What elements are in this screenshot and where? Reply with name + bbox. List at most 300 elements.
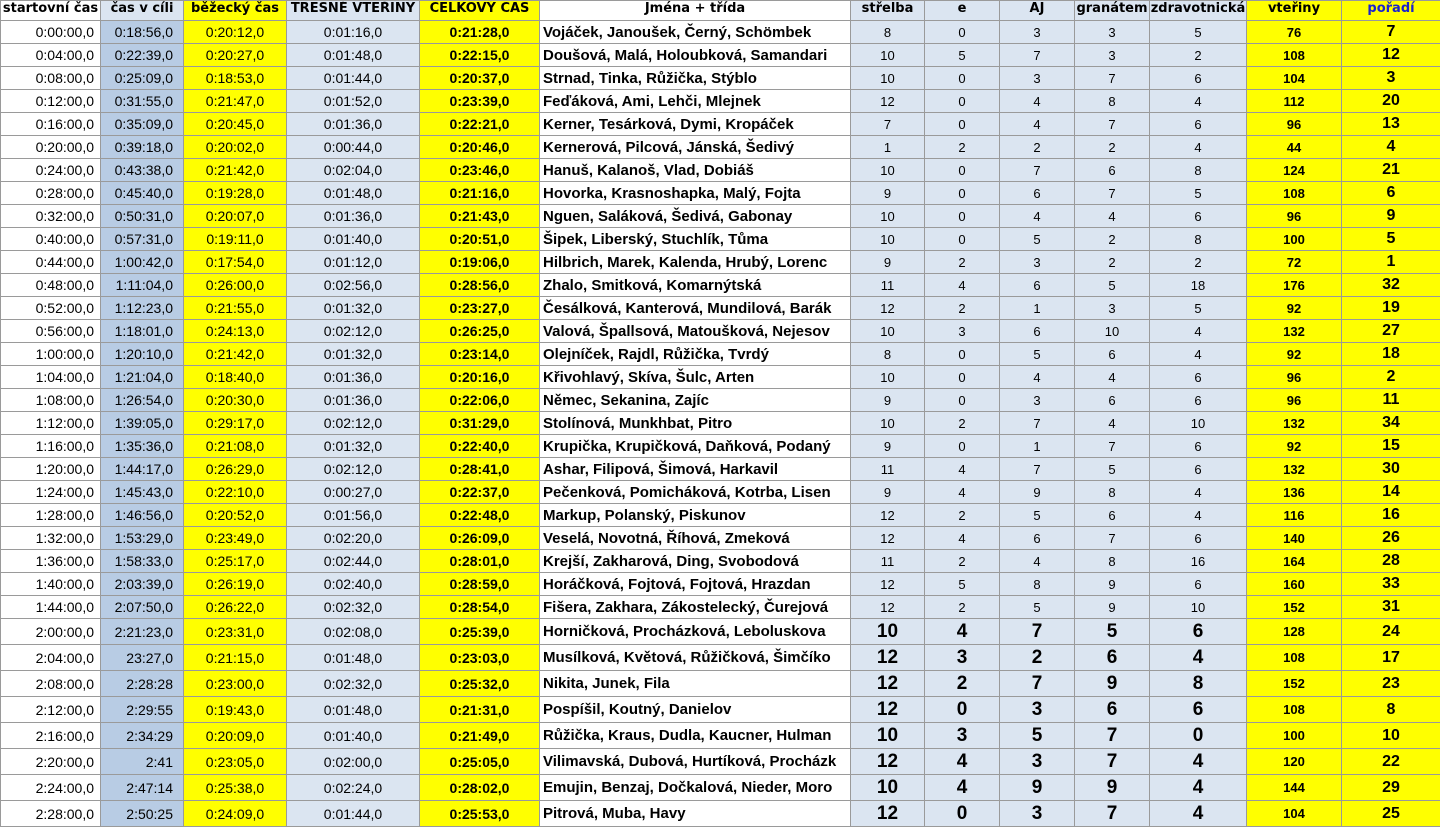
cell-run-time[interactable]: 0:21:08,0 <box>184 435 287 458</box>
cell-penalty-seconds[interactable]: 0:01:32,0 <box>287 435 420 458</box>
cell-run-time[interactable]: 0:29:17,0 <box>184 412 287 435</box>
cell-finish-time[interactable]: 0:35:09,0 <box>101 113 184 136</box>
cell-start-time[interactable]: 0:56:00,0 <box>1 320 101 343</box>
cell-shooting[interactable]: 10 <box>851 412 925 435</box>
cell-rank[interactable]: 10 <box>1342 723 1440 749</box>
cell-grenade[interactable]: 7 <box>1075 67 1150 90</box>
cell-run-time[interactable]: 0:19:28,0 <box>184 182 287 205</box>
cell-shooting[interactable]: 8 <box>851 21 925 44</box>
cell-grenade[interactable]: 4 <box>1075 205 1150 228</box>
cell-aj[interactable]: 9 <box>1000 775 1075 801</box>
cell-penalty-seconds[interactable]: 0:02:32,0 <box>287 671 420 697</box>
cell-seconds[interactable]: 96 <box>1247 389 1342 412</box>
cell-shooting[interactable]: 9 <box>851 251 925 274</box>
cell-run-time[interactable]: 0:25:17,0 <box>184 550 287 573</box>
cell-shooting[interactable]: 9 <box>851 389 925 412</box>
cell-first-aid[interactable]: 6 <box>1150 389 1247 412</box>
cell-rank[interactable]: 15 <box>1342 435 1440 458</box>
cell-first-aid[interactable]: 8 <box>1150 671 1247 697</box>
cell-run-time[interactable]: 0:20:09,0 <box>184 723 287 749</box>
cell-penalty-seconds[interactable]: 0:02:32,0 <box>287 596 420 619</box>
cell-e[interactable]: 2 <box>925 671 1000 697</box>
cell-e[interactable]: 0 <box>925 801 1000 827</box>
cell-team-names[interactable]: Emujin, Benzaj, Dočkalová, Nieder, Moro <box>540 775 851 801</box>
cell-first-aid[interactable]: 5 <box>1150 182 1247 205</box>
cell-total-time[interactable]: 0:22:37,0 <box>420 481 540 504</box>
cell-e[interactable]: 4 <box>925 775 1000 801</box>
cell-run-time[interactable]: 0:18:53,0 <box>184 67 287 90</box>
cell-total-time[interactable]: 0:22:40,0 <box>420 435 540 458</box>
cell-shooting[interactable]: 12 <box>851 527 925 550</box>
cell-finish-time[interactable]: 0:18:56,0 <box>101 21 184 44</box>
cell-finish-time[interactable]: 2:29:55 <box>101 697 184 723</box>
cell-team-names[interactable]: Hovorka, Krasnoshapka, Malý, Fojta <box>540 182 851 205</box>
cell-e[interactable]: 3 <box>925 320 1000 343</box>
cell-first-aid[interactable]: 8 <box>1150 228 1247 251</box>
header-grenade[interactable]: granátem <box>1075 1 1150 21</box>
cell-penalty-seconds[interactable]: 0:00:27,0 <box>287 481 420 504</box>
cell-rank[interactable]: 26 <box>1342 527 1440 550</box>
cell-shooting[interactable]: 11 <box>851 274 925 297</box>
cell-team-names[interactable]: Nikita, Junek, Fila <box>540 671 851 697</box>
cell-shooting[interactable]: 10 <box>851 67 925 90</box>
cell-first-aid[interactable]: 4 <box>1150 645 1247 671</box>
cell-team-names[interactable]: Němec, Sekanina, Zajíc <box>540 389 851 412</box>
header-run-time[interactable]: běžecký čas <box>184 1 287 21</box>
cell-rank[interactable]: 29 <box>1342 775 1440 801</box>
cell-first-aid[interactable]: 18 <box>1150 274 1247 297</box>
cell-start-time[interactable]: 0:44:00,0 <box>1 251 101 274</box>
cell-rank[interactable]: 13 <box>1342 113 1440 136</box>
cell-start-time[interactable]: 0:08:00,0 <box>1 67 101 90</box>
cell-team-names[interactable]: Pospíšil, Koutný, Danielov <box>540 697 851 723</box>
cell-grenade[interactable]: 8 <box>1075 90 1150 113</box>
cell-shooting[interactable]: 10 <box>851 619 925 645</box>
cell-run-time[interactable]: 0:24:13,0 <box>184 320 287 343</box>
cell-total-time[interactable]: 0:19:06,0 <box>420 251 540 274</box>
cell-aj[interactable]: 3 <box>1000 801 1075 827</box>
cell-shooting[interactable]: 10 <box>851 205 925 228</box>
cell-seconds[interactable]: 104 <box>1247 801 1342 827</box>
cell-grenade[interactable]: 4 <box>1075 412 1150 435</box>
cell-aj[interactable]: 4 <box>1000 113 1075 136</box>
cell-aj[interactable]: 7 <box>1000 671 1075 697</box>
cell-rank[interactable]: 7 <box>1342 21 1440 44</box>
cell-e[interactable]: 2 <box>925 596 1000 619</box>
cell-e[interactable]: 0 <box>925 366 1000 389</box>
cell-shooting[interactable]: 12 <box>851 504 925 527</box>
cell-total-time[interactable]: 0:23:39,0 <box>420 90 540 113</box>
cell-e[interactable]: 0 <box>925 67 1000 90</box>
cell-total-time[interactable]: 0:26:09,0 <box>420 527 540 550</box>
cell-shooting[interactable]: 11 <box>851 550 925 573</box>
cell-total-time[interactable]: 0:21:16,0 <box>420 182 540 205</box>
cell-shooting[interactable]: 10 <box>851 228 925 251</box>
cell-rank[interactable]: 28 <box>1342 550 1440 573</box>
cell-first-aid[interactable]: 4 <box>1150 749 1247 775</box>
cell-finish-time[interactable]: 1:35:36,0 <box>101 435 184 458</box>
cell-grenade[interactable]: 7 <box>1075 801 1150 827</box>
cell-team-names[interactable]: Markup, Polanský, Piskunov <box>540 504 851 527</box>
cell-aj[interactable]: 1 <box>1000 435 1075 458</box>
cell-team-names[interactable]: Růžička, Kraus, Dudla, Kaucner, Hulman <box>540 723 851 749</box>
cell-aj[interactable]: 9 <box>1000 481 1075 504</box>
cell-start-time[interactable]: 0:16:00,0 <box>1 113 101 136</box>
cell-start-time[interactable]: 2:08:00,0 <box>1 671 101 697</box>
cell-shooting[interactable]: 10 <box>851 159 925 182</box>
cell-aj[interactable]: 6 <box>1000 527 1075 550</box>
cell-aj[interactable]: 4 <box>1000 205 1075 228</box>
cell-start-time[interactable]: 1:20:00,0 <box>1 458 101 481</box>
cell-rank[interactable]: 19 <box>1342 297 1440 320</box>
cell-team-names[interactable]: Hanuš, Kalanoš, Vlad, Dobiáš <box>540 159 851 182</box>
cell-team-names[interactable]: Ashar, Filipová, Šimová, Harkavil <box>540 458 851 481</box>
header-start-time[interactable]: startovní čas <box>1 1 101 21</box>
cell-grenade[interactable]: 6 <box>1075 159 1150 182</box>
cell-team-names[interactable]: Krejší, Zakharová, Ding, Svobodová <box>540 550 851 573</box>
cell-start-time[interactable]: 1:44:00,0 <box>1 596 101 619</box>
cell-start-time[interactable]: 2:00:00,0 <box>1 619 101 645</box>
cell-shooting[interactable]: 9 <box>851 481 925 504</box>
cell-finish-time[interactable]: 1:45:43,0 <box>101 481 184 504</box>
cell-run-time[interactable]: 0:20:27,0 <box>184 44 287 67</box>
cell-finish-time[interactable]: 1:53:29,0 <box>101 527 184 550</box>
cell-penalty-seconds[interactable]: 0:01:48,0 <box>287 697 420 723</box>
cell-seconds[interactable]: 96 <box>1247 366 1342 389</box>
cell-team-names[interactable]: Strnad, Tinka, Růžička, Stýblo <box>540 67 851 90</box>
cell-penalty-seconds[interactable]: 0:01:40,0 <box>287 723 420 749</box>
cell-aj[interactable]: 2 <box>1000 645 1075 671</box>
cell-rank[interactable]: 16 <box>1342 504 1440 527</box>
cell-run-time[interactable]: 0:20:07,0 <box>184 205 287 228</box>
cell-seconds[interactable]: 92 <box>1247 343 1342 366</box>
cell-rank[interactable]: 32 <box>1342 274 1440 297</box>
cell-start-time[interactable]: 0:48:00,0 <box>1 274 101 297</box>
cell-total-time[interactable]: 0:28:59,0 <box>420 573 540 596</box>
cell-team-names[interactable]: Horáčková, Fojtová, Fojtová, Hrazdan <box>540 573 851 596</box>
header-names-class[interactable]: Jména + třída <box>540 1 851 21</box>
cell-team-names[interactable]: Doušová, Malá, Holoubková, Samandari <box>540 44 851 67</box>
header-aj[interactable]: AJ <box>1000 1 1075 21</box>
cell-team-names[interactable]: Musílková, Květová, Růžičková, Šimčíko <box>540 645 851 671</box>
cell-aj[interactable]: 3 <box>1000 749 1075 775</box>
cell-e[interactable]: 5 <box>925 573 1000 596</box>
cell-start-time[interactable]: 2:20:00,0 <box>1 749 101 775</box>
cell-total-time[interactable]: 0:31:29,0 <box>420 412 540 435</box>
cell-rank[interactable]: 2 <box>1342 366 1440 389</box>
cell-run-time[interactable]: 0:23:31,0 <box>184 619 287 645</box>
cell-total-time[interactable]: 0:22:15,0 <box>420 44 540 67</box>
cell-rank[interactable]: 9 <box>1342 205 1440 228</box>
cell-start-time[interactable]: 1:24:00,0 <box>1 481 101 504</box>
cell-e[interactable]: 0 <box>925 205 1000 228</box>
cell-aj[interactable]: 7 <box>1000 619 1075 645</box>
cell-grenade[interactable]: 7 <box>1075 182 1150 205</box>
cell-e[interactable]: 5 <box>925 44 1000 67</box>
cell-seconds[interactable]: 132 <box>1247 458 1342 481</box>
cell-start-time[interactable]: 0:12:00,0 <box>1 90 101 113</box>
cell-rank[interactable]: 30 <box>1342 458 1440 481</box>
cell-start-time[interactable]: 0:00:00,0 <box>1 21 101 44</box>
cell-seconds[interactable]: 104 <box>1247 67 1342 90</box>
cell-run-time[interactable]: 0:18:40,0 <box>184 366 287 389</box>
cell-e[interactable]: 2 <box>925 550 1000 573</box>
cell-seconds[interactable]: 160 <box>1247 573 1342 596</box>
cell-grenade[interactable]: 9 <box>1075 596 1150 619</box>
cell-grenade[interactable]: 9 <box>1075 573 1150 596</box>
cell-first-aid[interactable]: 6 <box>1150 435 1247 458</box>
cell-first-aid[interactable]: 6 <box>1150 366 1247 389</box>
header-e[interactable]: e <box>925 1 1000 21</box>
cell-seconds[interactable]: 116 <box>1247 504 1342 527</box>
cell-e[interactable]: 0 <box>925 182 1000 205</box>
cell-first-aid[interactable]: 6 <box>1150 573 1247 596</box>
cell-aj[interactable]: 3 <box>1000 67 1075 90</box>
cell-penalty-seconds[interactable]: 0:01:32,0 <box>287 297 420 320</box>
cell-e[interactable]: 4 <box>925 749 1000 775</box>
cell-start-time[interactable]: 2:04:00,0 <box>1 645 101 671</box>
cell-start-time[interactable]: 1:12:00,0 <box>1 412 101 435</box>
cell-start-time[interactable]: 0:24:00,0 <box>1 159 101 182</box>
header-penalty-seconds[interactable]: TRESNÉ VTEŘINY <box>287 1 420 21</box>
cell-total-time[interactable]: 0:28:54,0 <box>420 596 540 619</box>
cell-e[interactable]: 0 <box>925 21 1000 44</box>
cell-finish-time[interactable]: 1:12:23,0 <box>101 297 184 320</box>
cell-rank[interactable]: 14 <box>1342 481 1440 504</box>
cell-start-time[interactable]: 0:20:00,0 <box>1 136 101 159</box>
cell-shooting[interactable]: 11 <box>851 458 925 481</box>
cell-e[interactable]: 4 <box>925 527 1000 550</box>
cell-team-names[interactable]: Vilimavská, Dubová, Hurtíková, Procházk <box>540 749 851 775</box>
cell-finish-time[interactable]: 0:22:39,0 <box>101 44 184 67</box>
cell-start-time[interactable]: 2:24:00,0 <box>1 775 101 801</box>
cell-first-aid[interactable]: 0 <box>1150 723 1247 749</box>
cell-seconds[interactable]: 96 <box>1247 205 1342 228</box>
cell-aj[interactable]: 5 <box>1000 343 1075 366</box>
cell-run-time[interactable]: 0:22:10,0 <box>184 481 287 504</box>
cell-penalty-seconds[interactable]: 0:01:56,0 <box>287 504 420 527</box>
cell-rank[interactable]: 25 <box>1342 801 1440 827</box>
cell-run-time[interactable]: 0:20:02,0 <box>184 136 287 159</box>
cell-penalty-seconds[interactable]: 0:01:32,0 <box>287 343 420 366</box>
cell-team-names[interactable]: Kernerová, Pilcová, Jánská, Šedivý <box>540 136 851 159</box>
cell-finish-time[interactable]: 2:41 <box>101 749 184 775</box>
cell-start-time[interactable]: 2:28:00,0 <box>1 801 101 827</box>
cell-start-time[interactable]: 0:40:00,0 <box>1 228 101 251</box>
cell-rank[interactable]: 11 <box>1342 389 1440 412</box>
cell-total-time[interactable]: 0:28:41,0 <box>420 458 540 481</box>
cell-first-aid[interactable]: 5 <box>1150 297 1247 320</box>
cell-shooting[interactable]: 7 <box>851 113 925 136</box>
cell-grenade[interactable]: 3 <box>1075 44 1150 67</box>
cell-seconds[interactable]: 108 <box>1247 182 1342 205</box>
cell-aj[interactable]: 3 <box>1000 389 1075 412</box>
cell-finish-time[interactable]: 1:21:04,0 <box>101 366 184 389</box>
cell-grenade[interactable]: 10 <box>1075 320 1150 343</box>
cell-shooting[interactable]: 12 <box>851 90 925 113</box>
cell-seconds[interactable]: 120 <box>1247 749 1342 775</box>
cell-shooting[interactable]: 12 <box>851 749 925 775</box>
cell-first-aid[interactable]: 4 <box>1150 90 1247 113</box>
cell-grenade[interactable]: 7 <box>1075 749 1150 775</box>
cell-shooting[interactable]: 12 <box>851 645 925 671</box>
cell-grenade[interactable]: 3 <box>1075 297 1150 320</box>
cell-total-time[interactable]: 0:25:05,0 <box>420 749 540 775</box>
cell-e[interactable]: 2 <box>925 136 1000 159</box>
cell-penalty-seconds[interactable]: 0:02:20,0 <box>287 527 420 550</box>
cell-grenade[interactable]: 6 <box>1075 645 1150 671</box>
cell-shooting[interactable]: 10 <box>851 320 925 343</box>
cell-grenade[interactable]: 6 <box>1075 343 1150 366</box>
cell-aj[interactable]: 6 <box>1000 182 1075 205</box>
cell-penalty-seconds[interactable]: 0:02:12,0 <box>287 458 420 481</box>
cell-shooting[interactable]: 12 <box>851 697 925 723</box>
cell-first-aid[interactable]: 6 <box>1150 619 1247 645</box>
cell-grenade[interactable]: 3 <box>1075 21 1150 44</box>
cell-first-aid[interactable]: 4 <box>1150 136 1247 159</box>
cell-run-time[interactable]: 0:20:45,0 <box>184 113 287 136</box>
cell-finish-time[interactable]: 1:00:42,0 <box>101 251 184 274</box>
cell-first-aid[interactable]: 6 <box>1150 67 1247 90</box>
cell-rank[interactable]: 20 <box>1342 90 1440 113</box>
cell-first-aid[interactable]: 4 <box>1150 481 1247 504</box>
cell-finish-time[interactable]: 0:31:55,0 <box>101 90 184 113</box>
cell-run-time[interactable]: 0:21:47,0 <box>184 90 287 113</box>
cell-finish-time[interactable]: 1:46:56,0 <box>101 504 184 527</box>
cell-shooting[interactable]: 10 <box>851 723 925 749</box>
cell-finish-time[interactable]: 2:50:25 <box>101 801 184 827</box>
cell-team-names[interactable]: Vojáček, Janoušek, Černý, Schömbek <box>540 21 851 44</box>
cell-seconds[interactable]: 100 <box>1247 723 1342 749</box>
cell-rank[interactable]: 22 <box>1342 749 1440 775</box>
cell-shooting[interactable]: 8 <box>851 343 925 366</box>
cell-grenade[interactable]: 5 <box>1075 619 1150 645</box>
cell-rank[interactable]: 17 <box>1342 645 1440 671</box>
cell-aj[interactable]: 5 <box>1000 723 1075 749</box>
cell-seconds[interactable]: 152 <box>1247 671 1342 697</box>
cell-run-time[interactable]: 0:23:05,0 <box>184 749 287 775</box>
cell-seconds[interactable]: 132 <box>1247 320 1342 343</box>
cell-aj[interactable]: 4 <box>1000 90 1075 113</box>
cell-seconds[interactable]: 164 <box>1247 550 1342 573</box>
cell-rank[interactable]: 8 <box>1342 697 1440 723</box>
cell-e[interactable]: 2 <box>925 251 1000 274</box>
cell-finish-time[interactable]: 0:39:18,0 <box>101 136 184 159</box>
cell-team-names[interactable]: Veselá, Novotná, Říhová, Zmeková <box>540 527 851 550</box>
cell-penalty-seconds[interactable]: 0:01:40,0 <box>287 228 420 251</box>
cell-first-aid[interactable]: 4 <box>1150 320 1247 343</box>
cell-start-time[interactable]: 1:16:00,0 <box>1 435 101 458</box>
cell-team-names[interactable]: Horničková, Procházková, Leboluskova <box>540 619 851 645</box>
header-finish-time[interactable]: čas v cíli <box>101 1 184 21</box>
cell-rank[interactable]: 31 <box>1342 596 1440 619</box>
cell-team-names[interactable]: Křivohlavý, Skíva, Šulc, Arten <box>540 366 851 389</box>
cell-aj[interactable]: 7 <box>1000 159 1075 182</box>
cell-rank[interactable]: 12 <box>1342 44 1440 67</box>
cell-aj[interactable]: 4 <box>1000 550 1075 573</box>
cell-penalty-seconds[interactable]: 0:02:12,0 <box>287 320 420 343</box>
cell-aj[interactable]: 3 <box>1000 251 1075 274</box>
cell-team-names[interactable]: Zhalo, Smitková, Komarnýtská <box>540 274 851 297</box>
cell-start-time[interactable]: 2:12:00,0 <box>1 697 101 723</box>
cell-finish-time[interactable]: 2:34:29 <box>101 723 184 749</box>
cell-penalty-seconds[interactable]: 0:02:12,0 <box>287 412 420 435</box>
cell-first-aid[interactable]: 8 <box>1150 159 1247 182</box>
cell-rank[interactable]: 23 <box>1342 671 1440 697</box>
cell-rank[interactable]: 24 <box>1342 619 1440 645</box>
cell-rank[interactable]: 4 <box>1342 136 1440 159</box>
cell-e[interactable]: 0 <box>925 389 1000 412</box>
cell-grenade[interactable]: 7 <box>1075 435 1150 458</box>
cell-team-names[interactable]: Česálková, Kanterová, Mundilová, Barák <box>540 297 851 320</box>
cell-total-time[interactable]: 0:20:37,0 <box>420 67 540 90</box>
cell-seconds[interactable]: 176 <box>1247 274 1342 297</box>
cell-e[interactable]: 4 <box>925 619 1000 645</box>
cell-total-time[interactable]: 0:20:16,0 <box>420 366 540 389</box>
cell-grenade[interactable]: 2 <box>1075 136 1150 159</box>
cell-seconds[interactable]: 128 <box>1247 619 1342 645</box>
cell-seconds[interactable]: 92 <box>1247 435 1342 458</box>
cell-total-time[interactable]: 0:25:32,0 <box>420 671 540 697</box>
cell-total-time[interactable]: 0:26:25,0 <box>420 320 540 343</box>
cell-start-time[interactable]: 1:08:00,0 <box>1 389 101 412</box>
cell-first-aid[interactable]: 6 <box>1150 205 1247 228</box>
cell-penalty-seconds[interactable]: 0:01:36,0 <box>287 113 420 136</box>
cell-seconds[interactable]: 108 <box>1247 44 1342 67</box>
cell-team-names[interactable]: Valová, Špallsová, Matoušková, Nejesov <box>540 320 851 343</box>
cell-first-aid[interactable]: 4 <box>1150 343 1247 366</box>
cell-run-time[interactable]: 0:19:43,0 <box>184 697 287 723</box>
cell-seconds[interactable]: 76 <box>1247 21 1342 44</box>
cell-start-time[interactable]: 1:36:00,0 <box>1 550 101 573</box>
cell-shooting[interactable]: 12 <box>851 297 925 320</box>
cell-penalty-seconds[interactable]: 0:01:16,0 <box>287 21 420 44</box>
cell-shooting[interactable]: 12 <box>851 671 925 697</box>
cell-grenade[interactable]: 5 <box>1075 274 1150 297</box>
cell-aj[interactable]: 7 <box>1000 44 1075 67</box>
cell-run-time[interactable]: 0:20:12,0 <box>184 21 287 44</box>
cell-start-time[interactable]: 0:04:00,0 <box>1 44 101 67</box>
cell-finish-time[interactable]: 0:43:38,0 <box>101 159 184 182</box>
cell-e[interactable]: 0 <box>925 435 1000 458</box>
cell-total-time[interactable]: 0:28:56,0 <box>420 274 540 297</box>
cell-grenade[interactable]: 8 <box>1075 481 1150 504</box>
cell-run-time[interactable]: 0:25:38,0 <box>184 775 287 801</box>
cell-total-time[interactable]: 0:25:39,0 <box>420 619 540 645</box>
cell-shooting[interactable]: 12 <box>851 801 925 827</box>
cell-start-time[interactable]: 1:04:00,0 <box>1 366 101 389</box>
cell-grenade[interactable]: 2 <box>1075 228 1150 251</box>
cell-grenade[interactable]: 6 <box>1075 389 1150 412</box>
cell-total-time[interactable]: 0:23:03,0 <box>420 645 540 671</box>
header-rank[interactable]: pořadí <box>1342 1 1440 21</box>
cell-rank[interactable]: 6 <box>1342 182 1440 205</box>
cell-first-aid[interactable]: 6 <box>1150 458 1247 481</box>
cell-rank[interactable]: 34 <box>1342 412 1440 435</box>
cell-seconds[interactable]: 44 <box>1247 136 1342 159</box>
cell-aj[interactable]: 7 <box>1000 412 1075 435</box>
cell-aj[interactable]: 3 <box>1000 21 1075 44</box>
cell-run-time[interactable]: 0:21:15,0 <box>184 645 287 671</box>
cell-penalty-seconds[interactable]: 0:02:56,0 <box>287 274 420 297</box>
cell-penalty-seconds[interactable]: 0:01:36,0 <box>287 205 420 228</box>
cell-seconds[interactable]: 100 <box>1247 228 1342 251</box>
cell-first-aid[interactable]: 10 <box>1150 596 1247 619</box>
cell-e[interactable]: 0 <box>925 343 1000 366</box>
cell-grenade[interactable]: 4 <box>1075 366 1150 389</box>
cell-total-time[interactable]: 0:23:14,0 <box>420 343 540 366</box>
cell-penalty-seconds[interactable]: 0:02:24,0 <box>287 775 420 801</box>
